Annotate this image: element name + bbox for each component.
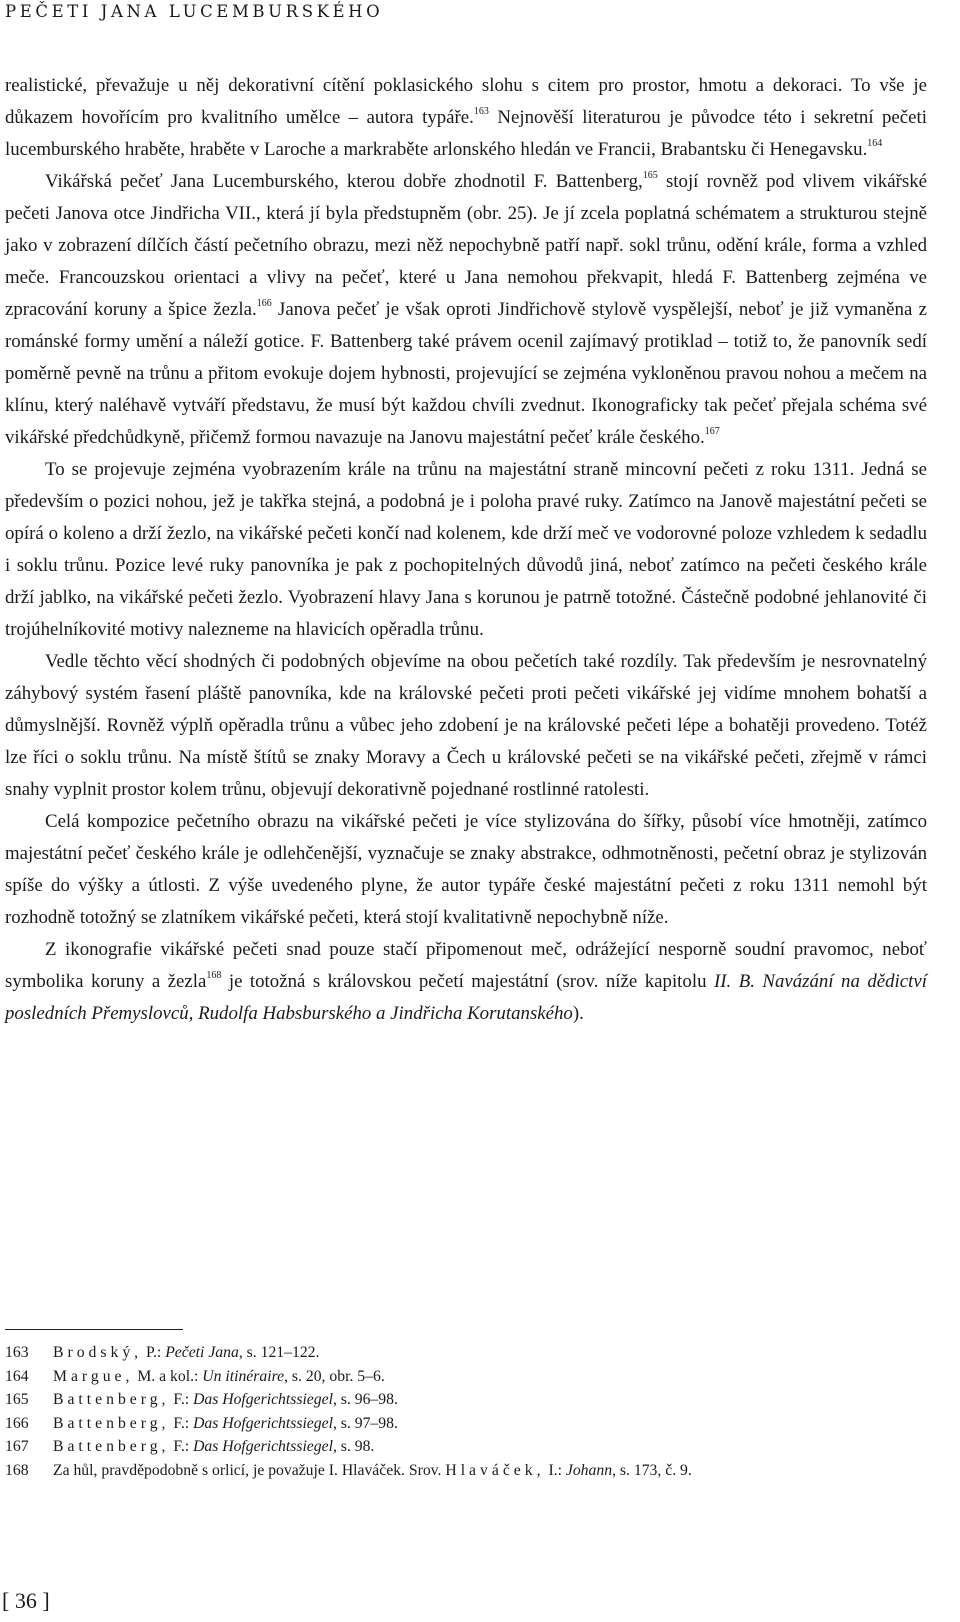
footnote-ref[interactable]: 164 <box>867 138 883 149</box>
main-text <box>5 70 927 1030</box>
footnote: 168 Za hůl, pravděpodobně s orlicí, je považuje I. Hlaváček. Srov. Hlaváček, I.: Johann, s. 173, č. 9. <box>5 1461 692 1479</box>
footnote-ref[interactable]: 163 <box>473 106 489 117</box>
paragraph-3: To se projevuje zejména vyobrazením krále na trůnu na majestátní straně mincovní pečeti z roku 1311. Jedná se především o pozici nohou, jež je takřka stejná, a podobná je i poloha pravé ruky. Zatímco na Janově majestátní pečeti se opírá o koleno a drží žezlo, na vikářské pečeti končí nad kolenem, kde drží meč ve vodorovné poloze vzhledem k sedadlu i soklu trůnu. Pozice levé ruky panovníka je pak z pochopitelných důvodů jiná, neboť zatímco na pečeti českého krále drží jablko, na vikářské pečeti žezlo. Vyobrazení hlavy Jana s korunou je patrně totožné. Částečně podobné jehlanovité či trojúhelníkovité motivy nalezneme na hlavicích opěradla trůnu. <box>5 459 927 640</box>
footnote: 163 Brodský, P.: Pečeti Jana, s. 121–122. <box>5 1344 320 1361</box>
paragraph-6: Z ikonografie vikářské pečeti snad pouze stačí připomenout meč, odrážející nesporně soudní pravomoc, neboť symbolika koruny a žezla$^{168}$ je totožná s královskou pečetí majestátní (srov. níže kapitolu II. B. Navázání na dědictví posledních Přemyslovců, Rudolfa Habsburského a Jindřicha Korutanského). <box>5 939 927 1024</box>
paragraph-1: realistické, převažuje u něj dekorativní cítění poklasického slohu s citem pro prostor, hmotu a dekoraci. To vše je důkazem hovořícím pro kvalitního umělce – autora typáře.$^{163}$ Nejnověší literaturou je původce této i sekretní pečeti lucemburského hraběte, hraběte v Laroche a markraběte arlonského hledán ve Francii, Brabantsku či Henegavsku.$^{164}$ <box>5 75 927 160</box>
footnote: 167 Battenberg, F.: Das Hofgerichtssiegel, s. 98. <box>5 1438 375 1456</box>
running-title: PEČETI JANA LUCEMBURSKÉHO <box>5 2 384 21</box>
footnote-ref[interactable]: 167 <box>704 426 720 437</box>
footnotes <box>5 1341 905 1483</box>
footnote: 165 Battenberg, F.: Das Hofgerichtssiegel, s. 96–98. <box>5 1391 398 1409</box>
page-number: [ 36 ] <box>2 1588 50 1613</box>
footnote: 164 Margue, M. a kol.: Un itinéraire, s. 20, obr. 5–6. <box>5 1367 385 1385</box>
footnote: 166 Battenberg, F.: Das Hofgerichtssiegel, s. 97–98. <box>5 1414 398 1432</box>
paragraph-5: Celá kompozice pečetního obrazu na vikářské pečeti je více stylizována do šířky, působí více hmotněji, zatímco majestátní pečeť českého krále je odlehčenější, vyznačuje se znaky abstrakce, odhmotněnosti, pečetní obraz je stylizován spíše do výšky a útlosti. Z výše uvedeného plyne, že autor typáře české majestátní pečeti z roku 1311 nemohl být rozhodně totožný se zlatníkem vikářské pečeti, která stojí kvalitativně nepochybně níže. <box>5 811 927 928</box>
paragraph-2: Vikářská pečeť Jana Lucemburského, kterou dobře zhodnotil F. Battenberg,$^{165}$ stojí rovněž pod vlivem vikářské pečeti Janova otce Jindřicha VII., která jí byla předstupněm (obr. 25). Je jí zcela poplatná schématem a strukturou stejně jako v zobrazení dílčích částí pečetního obrazu, mezi něž nepochybně patří např. sokl trůnu, odění krále, forma a vzhled meče. Francouzskou orientaci a vlivy na pečeť, které u Jana nemohou překvapit, hledá F. Battenberg zejména ve zpracování koruny a špice žezla.$^{166}$ Janova pečeť je však oproti Jindřichově stylově vyspělejší, neboť je již vymaněna z románské formy umění a náleží gotice. F. Battenberg také právem ocenil zajímavý protiklad – totiž to, že panovník sedí poměrně pevně na trůnu a přitom evokuje dojem hybnosti, projevující se zejména vykloněnou pravou nohou a mečem na klínu, který naléhavě vytváří představu, že musí být každou chvíli zvednut. Ikonograficky tak pečeť přejala schéma své vikářské předchůdkyně, přičemž formou navazuje na Janovu majestátní pečeť krále českého.$^{167}$ <box>5 170 927 448</box>
paragraph-4: Vedle těchto věcí shodných či podobných objevíme na obou pečetích také rozdíly. Tak především je nesrovnatelný záhybový systém řasení pláště panovníka, kde na královské pečeti proti pečeti vikářské jej vidíme mnohem bohatší a důmyslnější. Rovněž výplň opěradla trůnu a vůbec jeho zdobení je na královské pečeti lépe a bohatěji provedeno. Totéž lze říci o soklu trůnu. Na místě štítů se znaky Moravy a Čech u královské pečeti se na vikářské pečeti, zřejmě v rámci snahy vyplnit prostor kolem trůnu, objevují dekorativně pojednané rostlinné ratolesti. <box>5 651 927 800</box>
footnote-ref[interactable]: 168 <box>206 970 222 981</box>
footnote-ref[interactable]: 165 <box>642 170 658 181</box>
footnote-divider <box>5 1329 183 1330</box>
footnote-ref[interactable]: 166 <box>256 298 272 309</box>
